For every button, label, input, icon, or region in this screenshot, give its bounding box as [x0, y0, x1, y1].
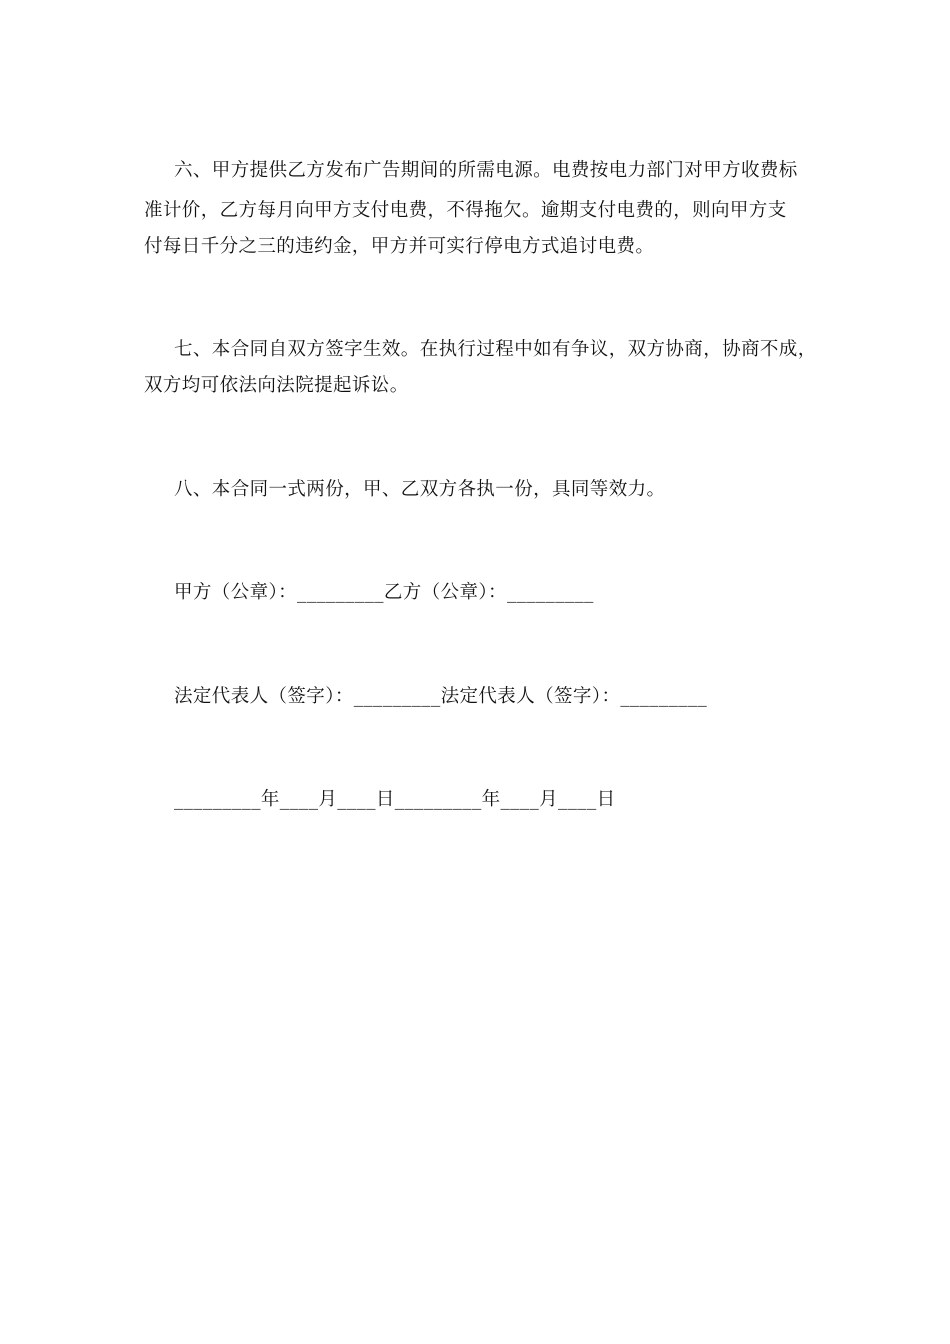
clause-six-line-1: 六、甲方提供乙方发布广告期间的所需电源。电费按电力部门对甲方收费标 — [174, 160, 798, 181]
clause-eight-line-1: 八、本合同一式两份，甲、乙双方各执一份，具同等效力。 — [174, 479, 666, 500]
representative-signature-line: 法定代表人（签字）：_________法定代表人（签字）：_________ — [174, 686, 708, 707]
seal-signature-line: 甲方（公章）：_________乙方（公章）：_________ — [174, 582, 594, 603]
clause-six-line-3: 付每日千分之三的违约金，甲方并可实行停电方式追讨电费。 — [144, 236, 655, 257]
clause-seven-line-2: 双方均可依法向法院提起诉讼。 — [144, 375, 409, 396]
date-line: _________年____月____日_________年____月____日 — [174, 789, 616, 810]
clause-six-line-2: 准计价，乙方每月向甲方支付电费，不得拖欠。逾期支付电费的，则向甲方支 — [144, 200, 787, 221]
clause-seven-line-1: 七、本合同自双方签字生效。在执行过程中如有争议，双方协商，协商不成， — [174, 339, 817, 360]
